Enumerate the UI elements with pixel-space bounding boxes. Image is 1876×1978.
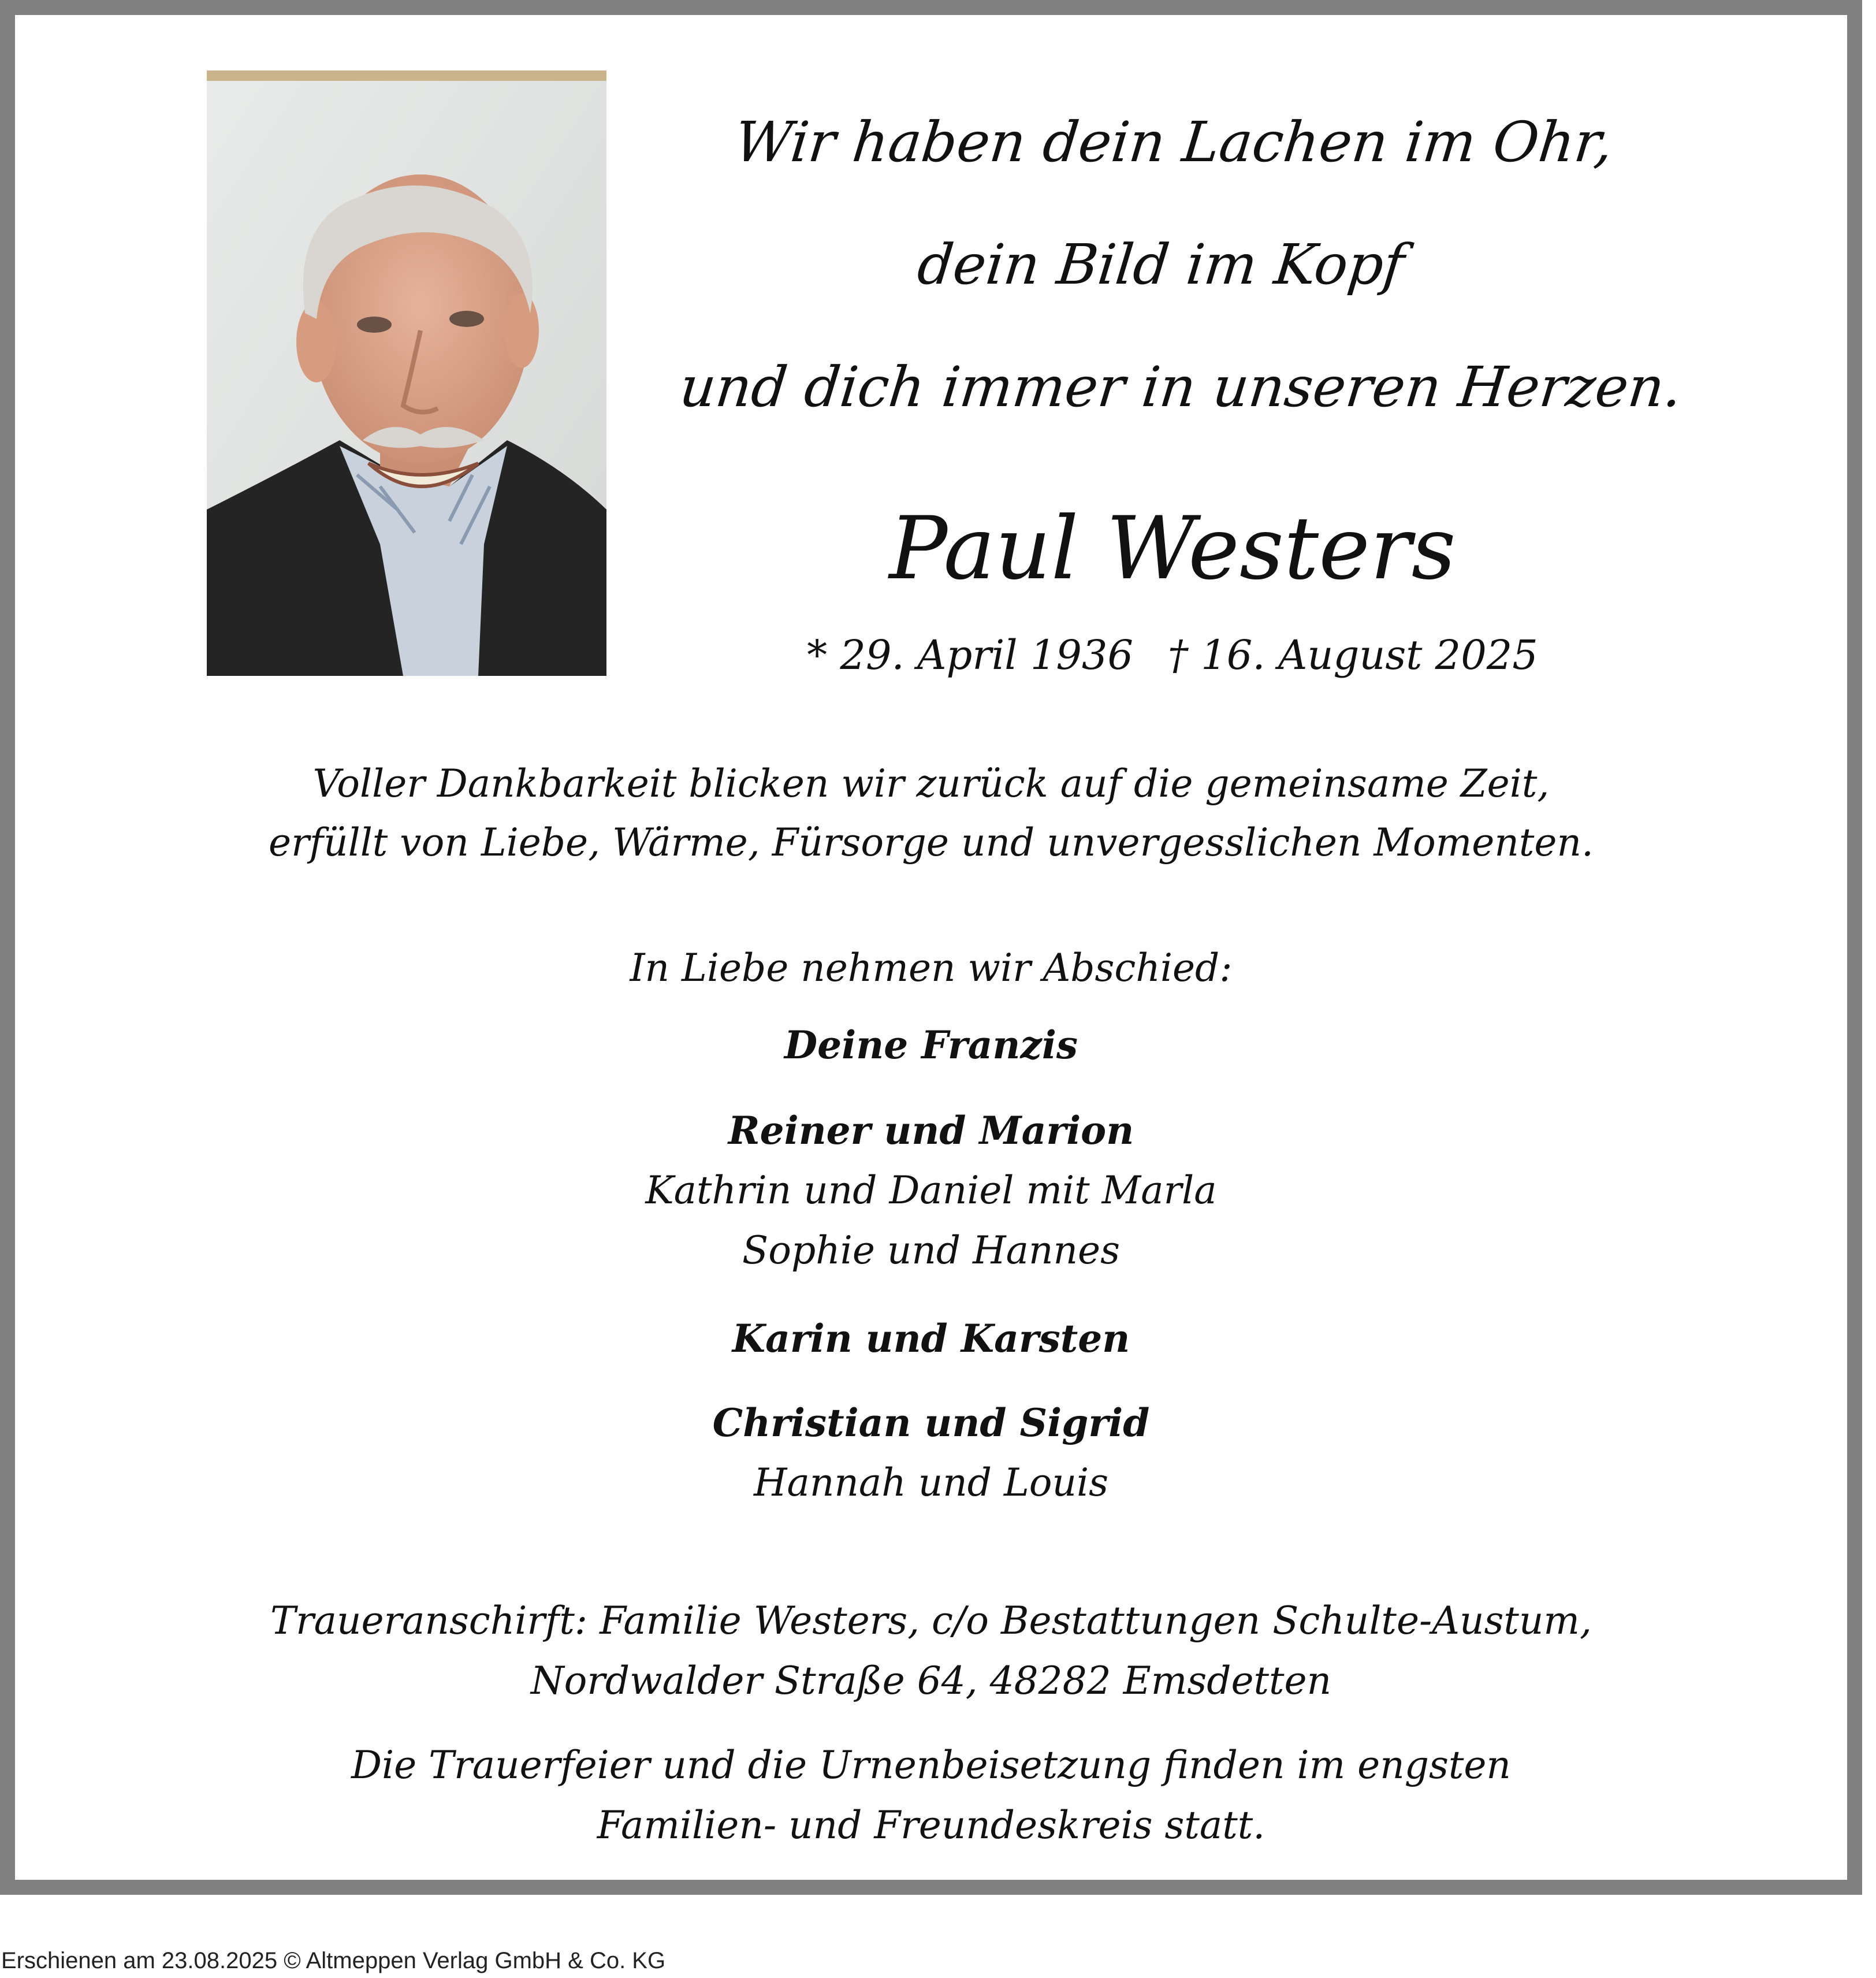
quote-line: und dich immer in unseren Herzen. — [676, 355, 1685, 419]
family-member: Reiner und Marion — [728, 1108, 1134, 1153]
death-date: † 16. August 2025 — [1168, 631, 1538, 679]
mourning-address — [69, 1591, 1793, 1711]
gratitude-text — [69, 754, 1793, 872]
deceased-name: Paul Westers — [889, 499, 1456, 599]
family-member: Karin und Karsten — [732, 1316, 1130, 1361]
ceremony-line: Die Trauerfeier und die Urnenbeisetzung finden im engsten — [351, 1743, 1511, 1787]
family-member: Christian und Sigrid — [712, 1400, 1150, 1445]
family-member: Hannah und Louis — [753, 1460, 1109, 1505]
quote-line: Wir haben dein Lachen im Ohr, — [731, 110, 1616, 174]
ceremony-line: Familien- und Freundeskreis statt. — [597, 1803, 1265, 1847]
publication-footer: Erschienen am 23.08.2025 © Altmeppen Verlag GmbH & Co. KG — [1, 1948, 666, 1973]
portrait-photo — [207, 70, 606, 676]
family-member: Deine Franzis — [784, 1023, 1078, 1068]
birth-date: * 29. April 1936 — [807, 631, 1133, 679]
address-line: Nordwalder Straße 64, 48282 Emsdetten — [530, 1659, 1332, 1703]
ceremony-note — [69, 1735, 1793, 1856]
family-member: Sophie und Hannes — [742, 1228, 1120, 1273]
gratitude-line: Voller Dankbarkeit blicken wir zurück auf die gemeinsame Zeit, — [312, 761, 1550, 806]
family-member: Kathrin und Daniel mit Marla — [645, 1168, 1217, 1213]
gratitude-line: erfüllt von Liebe, Wärme, Fürsorge und unvergesslichen Momenten. — [269, 820, 1594, 865]
address-line: Traueranschirft: Familie Westers, c/o Bestattungen Schulte-Austum, — [270, 1598, 1592, 1643]
life-dates — [751, 626, 1594, 684]
farewell-intro: In Liebe nehmen wir Abschied: — [630, 946, 1233, 990]
memorial-quote — [674, 81, 1685, 448]
quote-line: dein Bild im Kopf — [914, 232, 1408, 297]
portrait-illustration — [207, 70, 606, 676]
